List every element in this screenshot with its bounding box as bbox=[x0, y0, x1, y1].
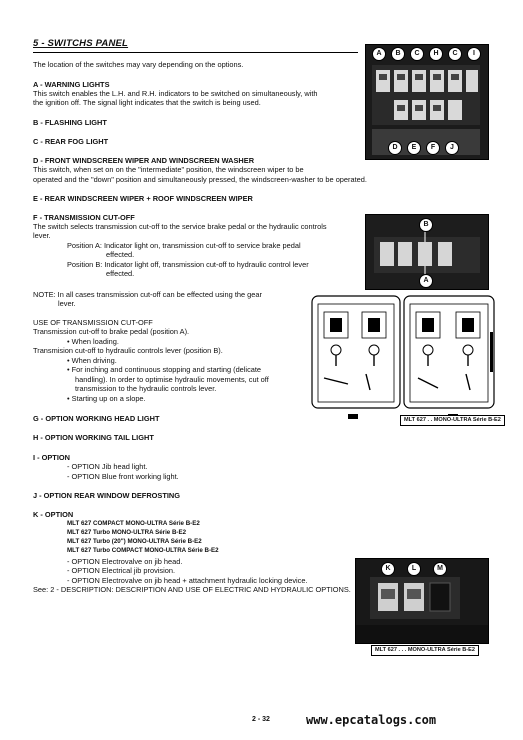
callout-e: E bbox=[407, 141, 421, 155]
use-bullet-3-2: handling). In order to optimise hydraulic movements, cut off bbox=[75, 375, 269, 384]
use-bullet-1: • When loading. bbox=[67, 337, 119, 346]
text-i-2: - OPTION Blue front working light. bbox=[67, 472, 179, 481]
heading-h: H - OPTION WORKING TAIL LIGHT bbox=[33, 433, 154, 442]
heading-j: J - OPTION REAR WINDOW DEFROSTING bbox=[33, 491, 180, 500]
use-line-2: Transmision cut-off to hydraulic controls lever (position B). bbox=[33, 346, 223, 355]
use-bullet-3-3: transmission to the hydraulic controls lever. bbox=[75, 384, 217, 393]
title-underline bbox=[33, 52, 358, 53]
diagram-caption: MLT 627 . . MONO-ULTRA Série B-E2 bbox=[400, 415, 505, 426]
text-k-2: - OPTION Electrical jib provision. bbox=[67, 566, 176, 575]
callout-h: H bbox=[429, 47, 443, 61]
heading-b: B - FLASHING LIGHT bbox=[33, 118, 107, 127]
option-switches-photo bbox=[355, 558, 489, 644]
callout-i: I bbox=[467, 47, 481, 61]
decal-diagram bbox=[310, 292, 501, 428]
text-d-2: operated and the "down" position and simultaneously pressed, the windscreen-washer to be operated. bbox=[33, 175, 367, 184]
note-2: lever. bbox=[58, 299, 76, 308]
heading-g: G - OPTION WORKING HEAD LIGHT bbox=[33, 414, 160, 423]
text-a-1: This switch enables the L.H. and R.H. indicators to be switched on simultaneously, with bbox=[33, 89, 318, 98]
callout-b: B bbox=[391, 47, 405, 61]
callout-a: A bbox=[372, 47, 386, 61]
use-bullet-3-1: • For inching and continuous stopping and starting (delicate bbox=[67, 365, 262, 374]
bottom-caption: MLT 627 . . . MONO-ULTRA Série B-E2 bbox=[371, 645, 479, 656]
text-a-2: the ignition off. The signal light indicates that the switch is being used. bbox=[33, 98, 261, 107]
text-k-1: - OPTION Electrovalve on jib head. bbox=[67, 557, 183, 566]
text-k-3: - OPTION Electrovalve on jib head + attachment hydraulic locking device. bbox=[67, 576, 308, 585]
callout-position-a: A bbox=[419, 274, 433, 288]
callout-k: K bbox=[381, 562, 395, 576]
callout-c2: C bbox=[448, 47, 462, 61]
switch-panel-photo bbox=[365, 44, 489, 160]
section-title: 5 - SWITCHS PANEL bbox=[33, 38, 129, 49]
text-f-1: The switch selects transmission cut-off to the service brake pedal or the hydraulic controls bbox=[33, 222, 327, 231]
page-number: 2 - 32 bbox=[252, 716, 270, 723]
switch-panel-drawing bbox=[366, 45, 488, 159]
use-title: USE OF TRANSMISSION CUT-OFF bbox=[33, 318, 153, 327]
text-f-posA-1: Position A: Indicator light on, transmission cut-off to service brake pedal bbox=[67, 241, 301, 250]
heading-k: K - OPTION bbox=[33, 510, 74, 519]
callout-position-b: B bbox=[419, 218, 433, 232]
heading-d: D - FRONT WINDSCREEN WIPER AND WINDSCREEN WASHER bbox=[33, 156, 255, 165]
use-bullet-2: • When driving. bbox=[67, 356, 117, 365]
decal-drawing bbox=[310, 292, 498, 428]
heading-e: E - REAR WINDSCREEN WIPER + ROOF WINDSCREEN WIPER bbox=[33, 194, 253, 203]
cutoff-switch-photo bbox=[365, 214, 489, 290]
use-bullet-4: • Starting up on a slope. bbox=[67, 394, 146, 403]
heading-i: I - OPTION bbox=[33, 453, 70, 462]
text-f-posA-2: effected. bbox=[106, 250, 135, 259]
watermark: www.epcatalogs.com bbox=[306, 713, 437, 727]
k-model-4: MLT 627 Turbo COMPACT MONO-ULTRA Série B-E2 bbox=[67, 547, 219, 554]
callout-m: M bbox=[433, 562, 447, 576]
see-reference: See: 2 - DESCRIPTION: DESCRIPTION AND USE OF ELECTRIC AND HYDRAULIC OPTIONS. bbox=[33, 585, 351, 594]
text-f-posB-2: effected. bbox=[106, 269, 135, 278]
callout-f: F bbox=[426, 141, 440, 155]
option-switches-drawing bbox=[356, 559, 488, 643]
text-f-posB-1: Position B: Indicator light off, transmission cut-off to hydraulic control lever bbox=[67, 260, 309, 269]
use-line-1: Transmission cut-off to brake pedal (position A). bbox=[33, 327, 190, 336]
k-model-1: MLT 627 COMPACT MONO-ULTRA Série B-E2 bbox=[67, 520, 200, 527]
intro-text: The location of the switches may vary depending on the options. bbox=[33, 60, 244, 69]
k-model-3: MLT 627 Turbo (20") MONO-ULTRA Série B-E2 bbox=[67, 538, 202, 545]
k-model-2: MLT 627 Turbo MONO-ULTRA Série B-E2 bbox=[67, 529, 187, 536]
callout-d: D bbox=[388, 141, 402, 155]
callout-l: L bbox=[407, 562, 421, 576]
text-i-1: - OPTION Jib head light. bbox=[67, 462, 148, 471]
note-1: NOTE: In all cases transmission cut-off can be effected using the gear bbox=[33, 290, 262, 299]
callout-j: J bbox=[445, 141, 459, 155]
text-f-2: lever. bbox=[33, 231, 51, 240]
text-d-1: This switch, when set on on the "intermediate" position, the windscreen wiper to be bbox=[33, 165, 304, 174]
heading-c: C - REAR FOG LIGHT bbox=[33, 137, 109, 146]
heading-a: A - WARNING LIGHTS bbox=[33, 80, 110, 89]
heading-f: F - TRANSMISSION CUT-OFF bbox=[33, 213, 135, 222]
callout-c: C bbox=[410, 47, 424, 61]
